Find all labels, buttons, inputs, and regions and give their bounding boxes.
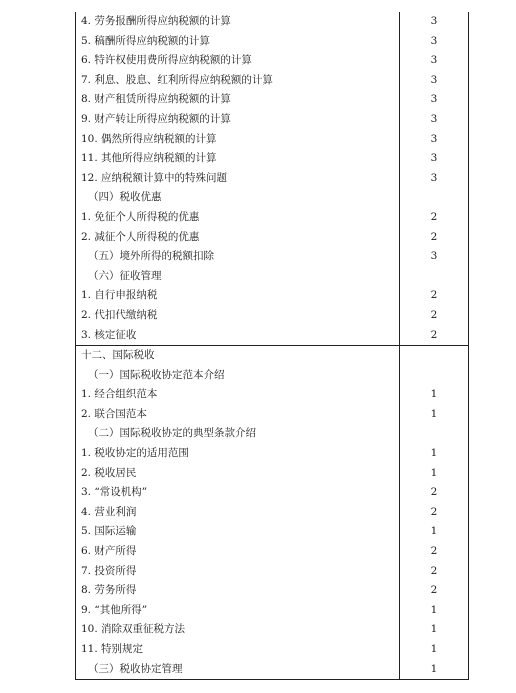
item-label: （四）税收优惠 [76, 188, 400, 208]
item-label: 3. 核定征收 [76, 326, 400, 346]
table-row [76, 12, 469, 32]
item-level [400, 424, 469, 444]
table-row [76, 228, 469, 248]
item-label: 7. 投资所得 [76, 562, 400, 582]
item-label: 4. 营业利润 [76, 503, 400, 523]
item-level: 3 [400, 32, 469, 52]
table-row [76, 51, 469, 71]
section-block-individual-income-tax [76, 12, 469, 346]
table-row [76, 306, 469, 326]
item-label: 3. “常设机构” [76, 483, 400, 503]
table-row [76, 444, 469, 464]
table-row [76, 522, 469, 542]
table-row [76, 169, 469, 189]
table-row [76, 208, 469, 228]
item-label: 8. 财产租赁所得应纳税额的计算 [76, 90, 400, 110]
item-level [400, 346, 469, 366]
item-label: 1. 经合组织范本 [76, 385, 400, 405]
item-label: 9. 财产转让所得应纳税额的计算 [76, 110, 400, 130]
table-row [76, 464, 469, 484]
item-level: 2 [400, 483, 469, 503]
table-row [76, 247, 469, 267]
item-label: （五）境外所得的税额扣除 [76, 247, 400, 267]
table-row [76, 620, 469, 640]
item-level: 2 [400, 562, 469, 582]
table-row [76, 286, 469, 306]
item-label: 2. 减征个人所得税的优惠 [76, 228, 400, 248]
item-level: 1 [400, 405, 469, 425]
item-level [400, 188, 469, 208]
item-level: 3 [400, 110, 469, 130]
item-level: 3 [400, 90, 469, 110]
item-label: （一）国际税收协定范本介绍 [76, 366, 400, 386]
item-level: 3 [400, 247, 469, 267]
item-level: 1 [400, 444, 469, 464]
syllabus-table [75, 12, 469, 680]
item-level: 2 [400, 208, 469, 228]
table-row [76, 90, 469, 110]
item-label: （三）税收协定管理 [76, 660, 400, 680]
table-row [76, 562, 469, 582]
table-row [76, 149, 469, 169]
item-level: 1 [400, 464, 469, 484]
table-row [76, 483, 469, 503]
item-level [400, 366, 469, 386]
item-level: 2 [400, 326, 469, 346]
table-row [76, 385, 469, 405]
item-label: 1. 免征个人所得税的优惠 [76, 208, 400, 228]
item-level: 2 [400, 306, 469, 326]
item-level: 2 [400, 503, 469, 523]
item-label: 11. 特别规定 [76, 640, 400, 660]
item-label: 10. 消除双重征税方法 [76, 620, 400, 640]
item-label: （六）征收管理 [76, 267, 400, 287]
item-label: 2. 联合国范本 [76, 405, 400, 425]
item-label: 2. 税收居民 [76, 464, 400, 484]
table-row [76, 405, 469, 425]
item-label: 10. 偶然所得应纳税额的计算 [76, 130, 400, 150]
item-label: 9. “其他所得” [76, 601, 400, 621]
item-label: 8. 劳务所得 [76, 581, 400, 601]
section-block-international-tax [76, 346, 469, 680]
table-row [76, 366, 469, 386]
item-label: 2. 代扣代缴纳税 [76, 306, 400, 326]
item-label: 十二、国际税收 [76, 346, 400, 366]
item-label: 5. 国际运输 [76, 522, 400, 542]
item-level: 3 [400, 169, 469, 189]
table-row [76, 32, 469, 52]
item-level: 1 [400, 640, 469, 660]
item-level: 1 [400, 522, 469, 542]
table-row [76, 601, 469, 621]
table-row [76, 542, 469, 562]
item-label: 6. 特许权使用费所得应纳税额的计算 [76, 51, 400, 71]
table-row [76, 130, 469, 150]
item-level: 1 [400, 660, 469, 680]
table-row [76, 188, 469, 208]
table-row [76, 326, 469, 346]
table-row [76, 346, 469, 366]
item-label: （二）国际税收协定的典型条款介绍 [76, 424, 400, 444]
item-level: 3 [400, 12, 469, 32]
item-label: 7. 利息、股息、红利所得应纳税额的计算 [76, 71, 400, 91]
item-level [400, 267, 469, 287]
item-level: 3 [400, 51, 469, 71]
item-level: 1 [400, 620, 469, 640]
table-row [76, 424, 469, 444]
table-row [76, 581, 469, 601]
item-label: 4. 劳务报酬所得应纳税额的计算 [76, 12, 400, 32]
item-level: 1 [400, 601, 469, 621]
item-level: 2 [400, 581, 469, 601]
item-level: 2 [400, 286, 469, 306]
item-label: 1. 自行申报纳税 [76, 286, 400, 306]
item-level: 2 [400, 542, 469, 562]
item-level: 1 [400, 385, 469, 405]
table-row [76, 503, 469, 523]
item-level: 2 [400, 228, 469, 248]
table-row [76, 640, 469, 660]
item-label: 11. 其他所得应纳税额的计算 [76, 149, 400, 169]
item-level: 3 [400, 71, 469, 91]
item-label: 5. 稿酬所得应纳税额的计算 [76, 32, 400, 52]
item-level: 3 [400, 149, 469, 169]
item-label: 1. 税收协定的适用范围 [76, 444, 400, 464]
table-row [76, 110, 469, 130]
item-label: 12. 应纳税额计算中的特殊问题 [76, 169, 400, 189]
table-row [76, 267, 469, 287]
item-level: 3 [400, 130, 469, 150]
table-row [76, 660, 469, 680]
item-label: 6. 财产所得 [76, 542, 400, 562]
table-row [76, 71, 469, 91]
